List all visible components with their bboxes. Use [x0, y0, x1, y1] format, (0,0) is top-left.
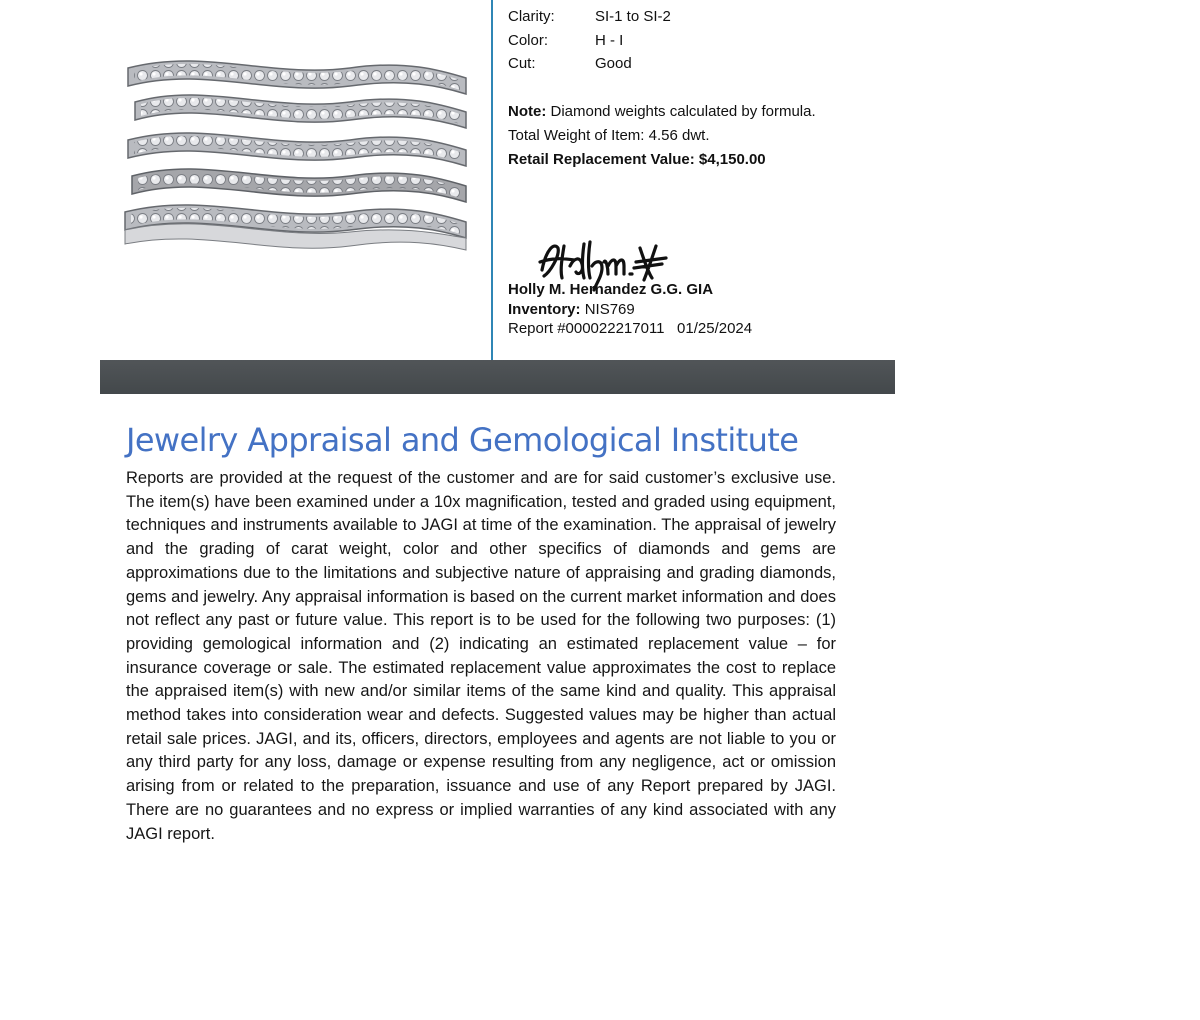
ring-band-3	[128, 133, 466, 166]
ring-band-2	[135, 95, 466, 128]
appraiser-info	[508, 280, 752, 339]
disclaimer-text: Reports are provided at the request of the customer and are for said customer’s exclusive use. The item(s) have been examined under a 10x magnification, tested and graded using equipment, techniques and instruments available to JAGI at time of the examination. The appraisal of jewelry and the grading of carat weight, color and other specifics of diamonds and gems are approximations due to the limitations and subjective nature of appraising and grading diamonds, gems and jewelry. Any appraisal information is based on the current market information and does not reflect any past or future value. This report is to be used for the following two purposes: (1) providing gemological information and (2) indicating an estimated replacement value – for insurance coverage or sale. The estimated replacement value approximates the cost to replace the appraised item(s) with new and/or similar items of the same kind and quality. This appraisal method takes into consideration wear and defects. Suggested values may be higher than actual retail sale prices. JAGI, and its, officers, directors, employees and agents are not liable to you or any third party for any loss, damage or expense resulting from any negligence, act or omission arising from or related to the preparation, issuance and use of any Report prepared by JAGI. There are no guarantees and no express or implied warranties of any kind associated with any JAGI report.	[126, 469, 836, 843]
institute-title: Jewelry Appraisal and Gemological Institute	[126, 421, 799, 459]
spec-row-cut	[508, 52, 671, 76]
inventory-label: Inventory:	[508, 300, 581, 318]
inventory-value: NIS769	[584, 300, 635, 318]
spec-row-color	[508, 29, 671, 53]
total-weight: Total Weight of Item: 4.56 dwt.	[508, 127, 710, 144]
spec-row-clarity	[508, 5, 671, 29]
spec-label: Cut:	[508, 55, 536, 72]
ring-band-4	[132, 169, 466, 202]
note-text: Diamond weights calculated by formula.	[550, 103, 816, 120]
report-number: Report #000022217011	[508, 320, 665, 337]
spec-label: Color:	[508, 31, 549, 49]
spec-label: Clarity:	[508, 8, 555, 25]
retail-amount: $4,150.00	[698, 151, 766, 168]
note-label: Note:	[508, 103, 547, 120]
ring-photo	[110, 30, 480, 285]
section-divider-bar	[100, 360, 895, 394]
column-divider	[491, 0, 493, 360]
gem-specs	[508, 5, 671, 76]
weight-note	[508, 100, 816, 124]
retail-value	[508, 148, 816, 172]
spec-value: H - I	[595, 31, 624, 49]
inventory	[508, 300, 752, 320]
ring-band-1	[128, 61, 466, 94]
retail-label: Retail Replacement Value:	[508, 151, 695, 168]
ring-band-5	[125, 205, 466, 250]
spec-value: Good	[595, 55, 632, 72]
report-line	[508, 319, 752, 339]
spec-value: SI-1 to SI-2	[595, 8, 671, 25]
report-date: 01/25/2024	[677, 320, 753, 337]
appraisal-notes	[508, 100, 816, 172]
appraiser-name: Holly M. Hernandez G.G. GIA	[508, 281, 714, 298]
